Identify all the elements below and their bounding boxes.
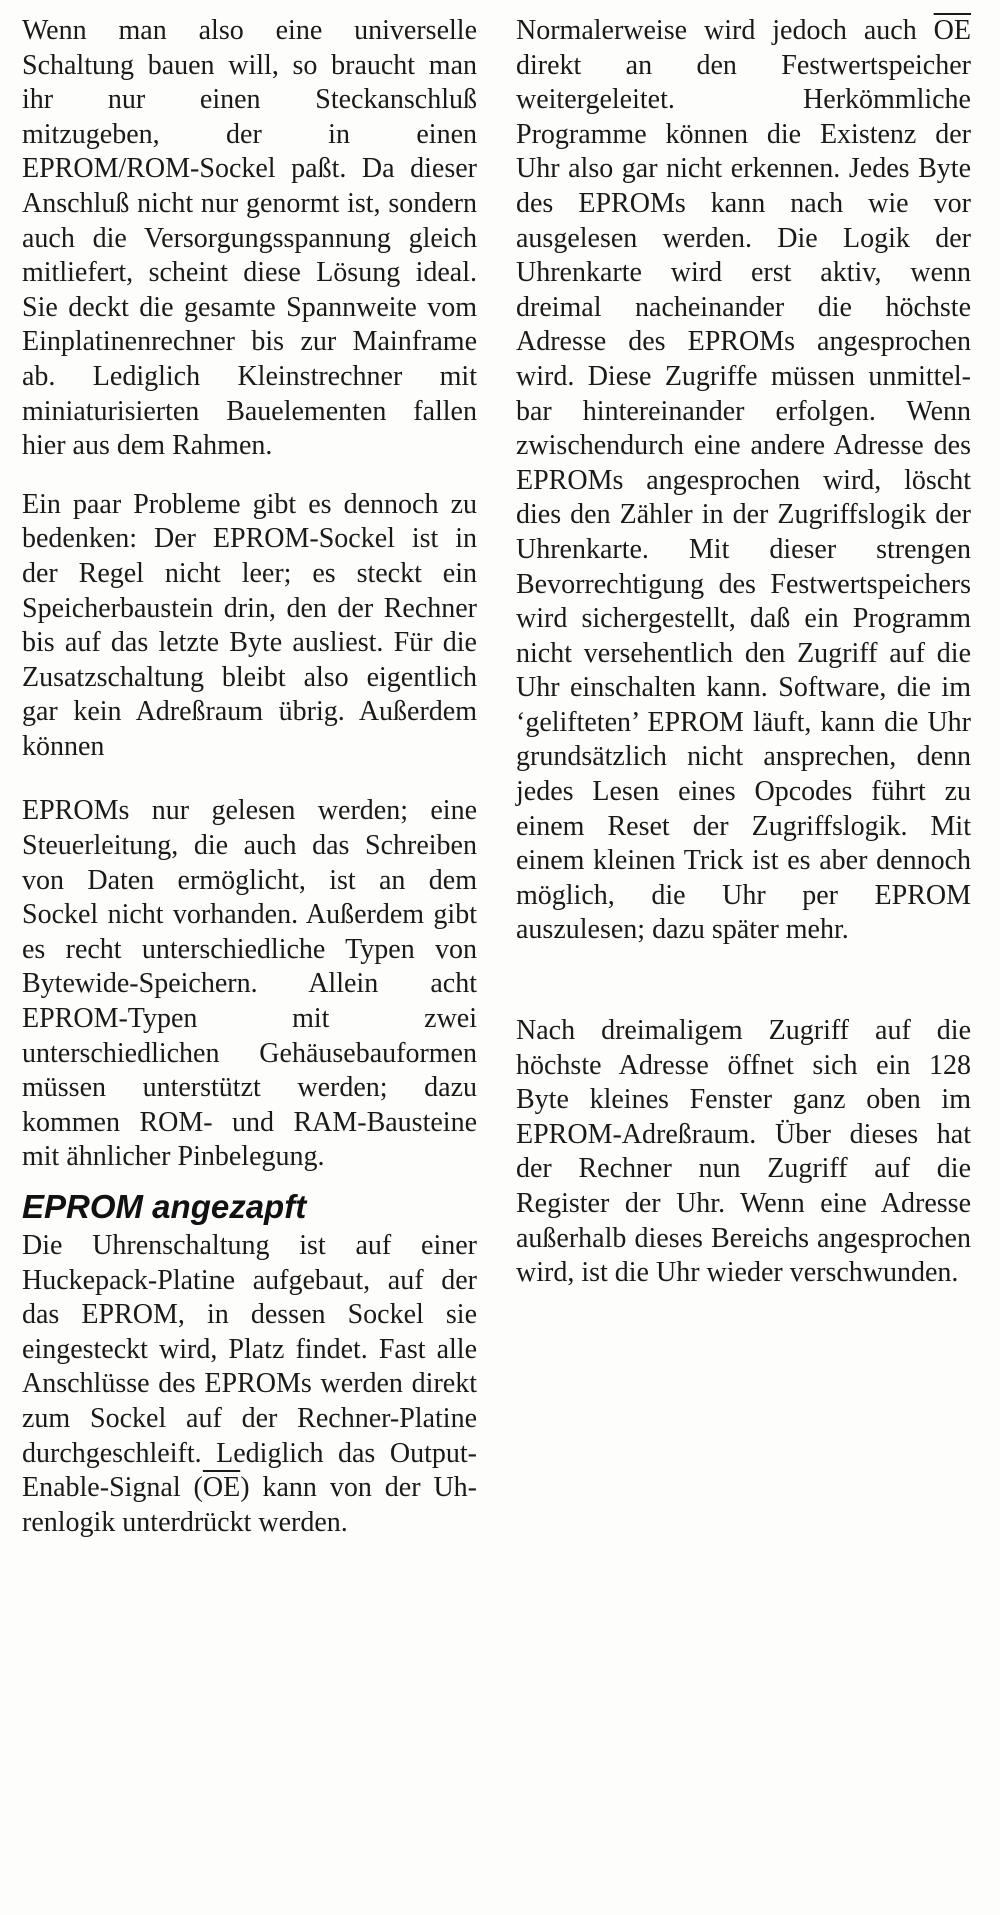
paragraph-universal-circuit: Wenn man also eine universelle Schaltung bauen will, so braucht man ihr nur einen Steckanschluß mitzugeben, der in einen EPROM/ROM-Sockel paßt. Da dieser Anschluß nicht nur genormt ist, sondern auch die Versorgungsspannung gleich mitliefert, scheint diese Lösung ideal. Sie deckt die gesamte Spannweite vom Einplatinenrechner bis zur Mainframe ab. Lediglich Kleinstrechner mit miniaturisierten Bauelementen fallen hier aus dem Rahmen. — [22, 15, 477, 462]
text-run: direkt an den Festwertspeicher weitergeleitet. Herkömmliche Programme können die Existenz der Uhr also gar nicht erkennen. Jedes Byte des EPROMs kann nach wie vor ausgelesen werden. Die Logik der Uhrenkarte wird erst aktiv, wenn dreimal nacheinander die höchste Adresse des EPROMs angesprochen wird. Diese Zugriffe müssen unmittelbar hintereinander erfolgen. Wenn zwischendurch eine andere Adresse des EPROMs angesprochen wird, löscht dies den Zähler in der Zugriffslogik der Uhrenkarte. Mit dieser strengen Bevorrechtigung des Festwertspeichers wird sichergestellt, daß ein Programm nicht versehentlich den Zugriff auf die Uhr einschalten kann. Software, die im ‘gelifteten’ EPROM läuft, kann die Uhr grundsätzlich nicht ansprechen, denn jedes Lesen eines Opcodes führt zu einem Reset der Zugriffslogik. Mit einem kleinen Trick ist es aber dennoch möglich, die Uhr per EPROM auszulesen; dazu später mehr. — [516, 49, 971, 946]
oe-signal-overlined: $\overline{OE}$ — [933, 15, 971, 46]
text-run: Normalerweise wird jedoch auch — [516, 15, 934, 46]
oe-signal-overlined: $\overline{OE}$ — [202, 1472, 241, 1504]
left-column — [22, 14, 477, 1540]
right-column — [516, 14, 971, 1291]
text-run: ) kann von der Uhrenlogik unterdrückt werden. — [22, 1472, 477, 1538]
paragraph-normal-operation — [516, 14, 971, 948]
text-run: Die Uhrenschaltung ist auf einer Huckepack-Platine aufgebaut, auf der das EPROM, in dessen Sockel sie eingesteckt wird, Platz findet. Fast alle Anschlüsse des EPROMs werden direkt zum Sockel auf der Rechner-Platine durchgeschleift. Lediglich das Output-Enable-Signal ( — [22, 1230, 477, 1504]
paragraph-piggyback-board — [22, 1229, 477, 1540]
section-heading: EPROM angezapft — [22, 1188, 307, 1225]
paragraph-access-window: Nach dreimaligem Zugriff auf die höchste Adresse öffnet sich ein 128 Byte kleines Fenster ganz oben im EPROM-Adreßraum. Über dieses hat der Rechner nun Zugriff auf die Register der Uhr. Wenn eine Adresse außerhalb dieses Bereichs angesprochen wird, ist die Uhr wieder verschwunden. — [516, 1015, 971, 1289]
paragraph-eprom-readonly: EPROMs nur gelesen werden; eine Steuerleitung, die auch das Schreiben von Daten ermöglicht, ist an dem Sockel nicht vorhanden. Außerdem gibt es recht unterschiedliche Typen von Bytewide-Speichern. Allein acht EPROM-Typen mit zwei unterschiedlichen Gehäusebauformen müssen unterstützt werden; dazu kommen ROM- und RAM-Bausteine mit ähnlicher Pinbelegung. — [22, 795, 477, 1173]
paragraph-problems: Ein paar Probleme gibt es dennoch zu bedenken: Der EPROM-Sockel ist in der Regel nicht leer; es steckt ein Speicherbaustein drin, den der Rechner bis auf das letzte Byte ausliest. Für die Zusatzschaltung bleibt also eigentlich gar kein Adreßraum übrig. Außerdem können — [22, 488, 477, 762]
